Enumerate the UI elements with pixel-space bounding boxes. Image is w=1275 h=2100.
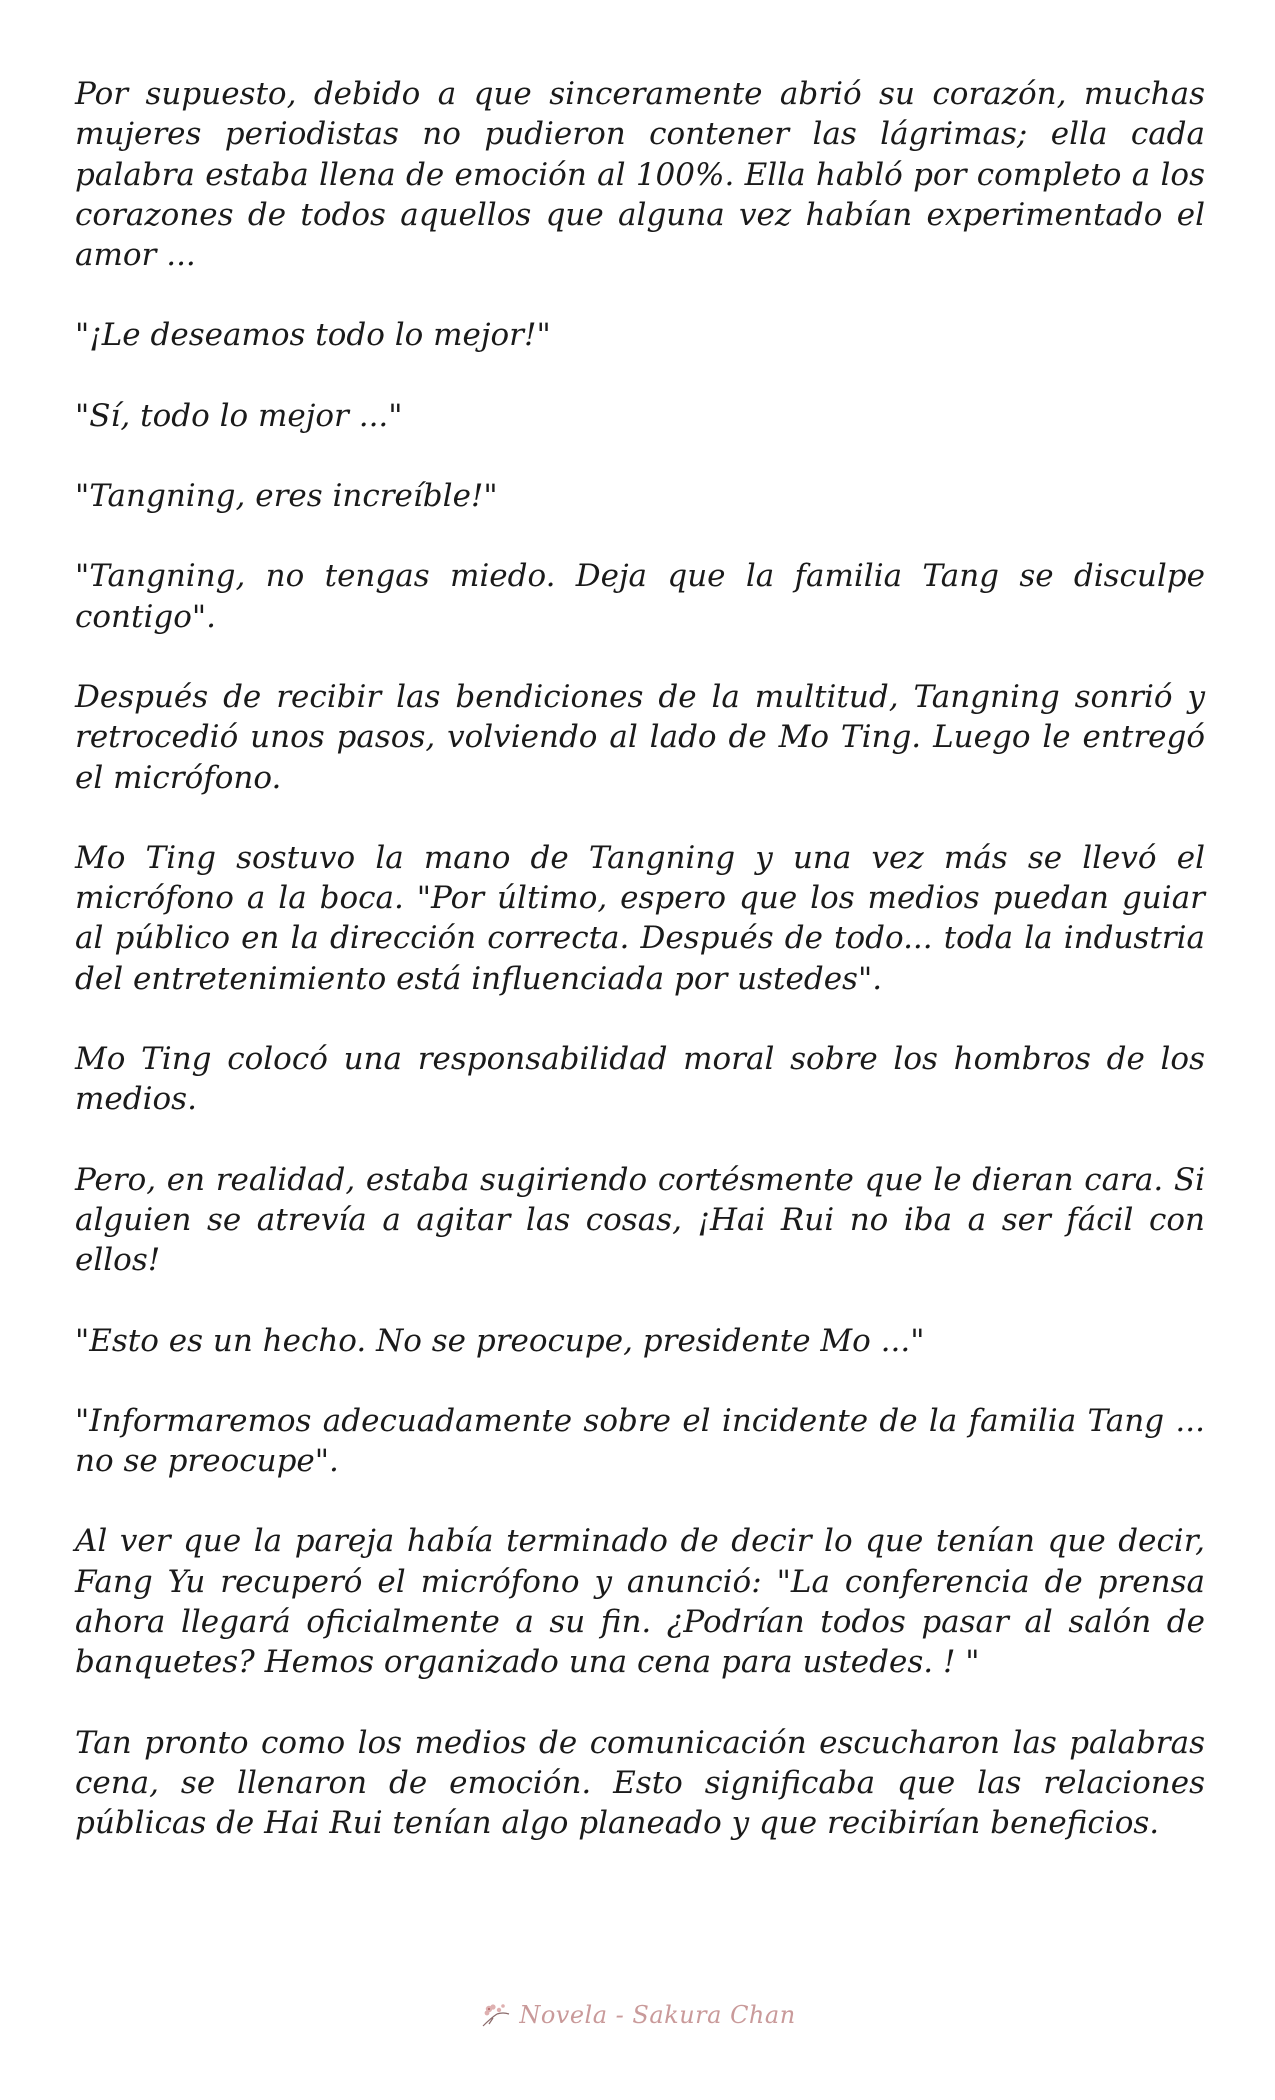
paragraph: "Esto es un hecho. No se preocupe, presidente Mo ..."	[75, 1322, 925, 1359]
paragraph: Por supuesto, debido a que sinceramente abrió su corazón, muchas mujeres periodistas no pudieron contener las lágrimas; ella cada palabra estaba llena de emoción al 100%. Ella habló por completo a los corazones de todos aquellos que alguna vez habían experimentado el amor ...	[75, 76, 1205, 274]
footer-watermark	[0, 1995, 1275, 2035]
paragraph: "Tangning, eres increíble!"	[75, 478, 498, 515]
paragraph: Después de recibir las bendiciones de la multitud, Tangning sonrió y retrocedió unos pasos, volviendo al lado de Mo Ting. Luego le entregó el micrófono.	[75, 678, 1205, 796]
sakura-flower-icon	[479, 2000, 513, 2030]
paragraph: Pero, en realidad, estaba sugiriendo cortésmente que le dieran cara. Si alguien se atrevía a agitar las cosas, ¡Hai Rui no iba a ser fácil con ellos!	[75, 1161, 1205, 1279]
paragraph: "Informaremos adecuadamente sobre el incidente de la familia Tang ... no se preocupe".	[75, 1402, 1205, 1480]
paragraph: Tan pronto como los medios de comunicación escucharon las palabras cena, se llenaron de emoción. Esto significaba que las relaciones públicas de Hai Rui tenían algo planeado y que recibirían beneficios.	[75, 1724, 1205, 1842]
paragraph: Mo Ting colocó una responsabilidad moral sobre los hombros de los medios.	[75, 1041, 1205, 1118]
paragraph: Mo Ting sostuvo la mano de Tangning y una vez más se llevó el micrófono a la boca. "Por último, espero que los medios puedan guiar al público en la dirección correcta. Después de todo... toda la industria del entretenimiento está influenciada por ustedes".	[75, 839, 1205, 997]
document-body	[75, 74, 1205, 1884]
watermark-text: Novela - Sakura Chan	[519, 2001, 796, 2029]
paragraph: "¡Le deseamos todo lo mejor!"	[75, 317, 551, 354]
paragraph: "Sí, todo lo mejor ..."	[75, 397, 403, 434]
paragraph: Al ver que la pareja había terminado de decir lo que tenían que decir, Fang Yu recuperó el micrófono y anunció: "La conferencia de prensa ahora llegará oficialmente a su fin. ¿Podrían todos pasar al salón de banquetes? Hemos organizado una cena para ustedes. ! "	[75, 1523, 1205, 1681]
paragraph: "Tangning, no tengas miedo. Deja que la familia Tang se disculpe contigo".	[75, 558, 1205, 635]
